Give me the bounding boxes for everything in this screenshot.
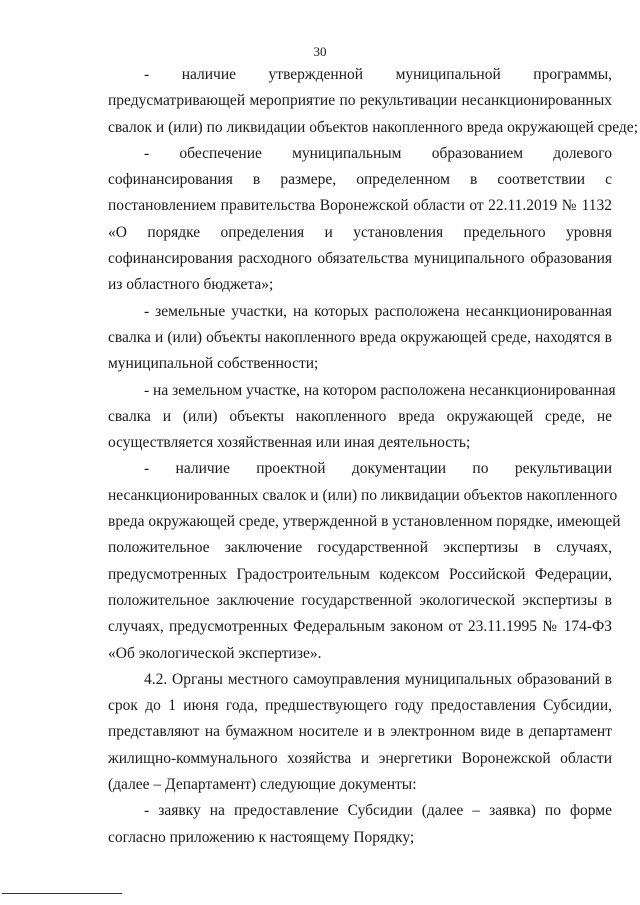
text-line: свалка и (или) объекты накопленного вреда окружающей среде, находятся в <box>108 328 612 346</box>
text-line: 4.2. Органы местного самоуправления муниципальных образований в <box>144 670 612 688</box>
text-line: «Об экологической экспертизе». <box>108 644 322 662</box>
text-line: несанкционированных свалок и (или) по ликвидации объектов накопленного <box>108 486 618 504</box>
text-line: срок до 1 июня года, предшествующего году предоставления Субсидии, <box>108 697 612 715</box>
text-line: свалок и (или) по ликвидации объектов накопленного вреда окружающей среде; <box>108 118 638 136</box>
text-line: - на земельном участке, на котором расположена несанкционированная <box>144 381 616 399</box>
text-line: - наличие утвержденной муниципальной программы, <box>144 66 612 83</box>
text-line: софинансирования в размере, определенном в соответствии с <box>108 171 612 189</box>
page-number: 30 <box>313 44 327 59</box>
text-line: жилищно-коммунального хозяйства и энергетики Воронежской области <box>108 749 612 767</box>
footer-rule <box>2 893 122 894</box>
text-line: представляют на бумажном носителе и в электронном виде в департамент <box>108 723 612 741</box>
text-line: из областного бюджета»; <box>108 276 274 294</box>
text-line: «О порядке определения и установления предельного уровня <box>108 223 612 241</box>
text-line: положительное заключение государственной экологической экспертизы в <box>108 591 612 609</box>
text-line: - заявку на предоставление Субсидии (далее – заявка) по форме <box>144 802 612 820</box>
text-line: - наличие проектной документации по рекультивации <box>144 460 612 478</box>
text-line: (далее – Департамент) следующие документы: <box>108 776 417 794</box>
text-line: положительное заключение государственной экспертизы в случаях, <box>108 539 612 557</box>
text-line: согласно приложению к настоящему Порядку; <box>108 828 415 846</box>
text-line: вреда окружающей среде, утвержденной в установленном порядке, имеющей <box>108 513 621 531</box>
text-line: софинансирования расходного обязательства муниципального образования <box>108 250 612 268</box>
document-body <box>108 62 638 851</box>
text-line: осуществляется хозяйственная или иная деятельность; <box>108 434 471 452</box>
text-line: муниципальной собственности; <box>108 355 319 373</box>
text-line: постановлением правительства Воронежской области от 22.11.2019 № 1132 <box>108 197 612 215</box>
text-line: - земельные участки, на которых расположена несанкционированная <box>144 302 612 320</box>
text-line: - обеспечение муниципальным образованием долевого <box>144 144 612 162</box>
text-line: случаях, предусмотренных Федеральным законом от 23.11.1995 № 174-ФЗ <box>108 618 612 636</box>
text-line: свалка и (или) объекты накопленного вреда окружающей среде, не <box>108 407 612 425</box>
text-line: предусмотренных Градостроительным кодексом Российской Федерации, <box>108 565 612 583</box>
text-line: предусматривающей мероприятие по рекультивации несанкционированных <box>108 92 612 110</box>
